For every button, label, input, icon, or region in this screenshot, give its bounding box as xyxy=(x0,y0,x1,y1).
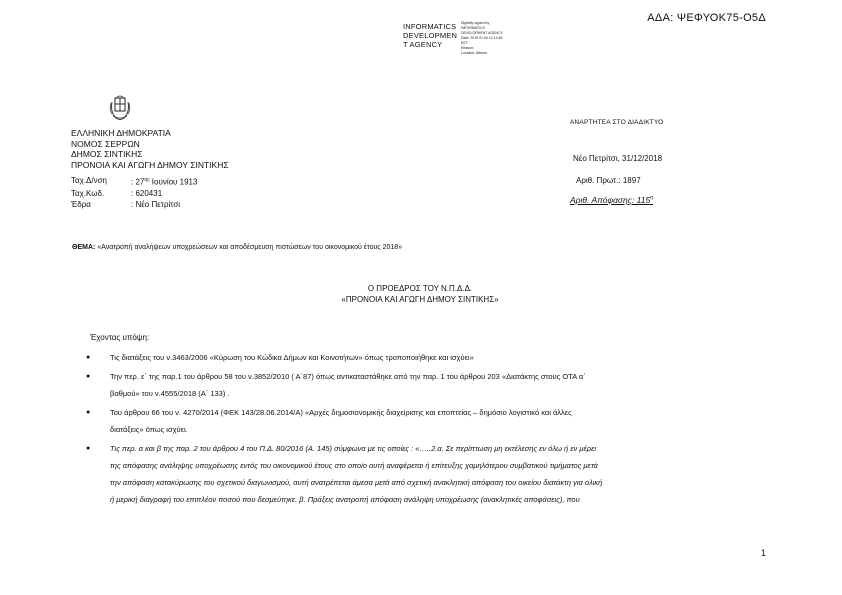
signature-detail-line: Reason: xyxy=(461,46,475,50)
list-item xyxy=(86,349,786,366)
list-item-line: της απόφασης ανάληψης υποχρέωσης εντός του οικονομικού έτους στο οποίο αυτή αναφέρεται ή επίτευξης χαμηλότερου συμβατικού τιμήματος μετά xyxy=(110,461,598,470)
address-value: : Νέο Πετρίτσι xyxy=(131,199,181,209)
bullet-icon: ● xyxy=(86,445,91,452)
document-date: Νέο Πετρίτσι, 31/12/2018 xyxy=(573,154,663,163)
signature-detail-line: INFORMATICS xyxy=(461,26,485,30)
list-item-line: βαθμού» του ν.4555/2018 (Α΄ 133) . xyxy=(110,389,230,398)
ada-code: ΑΔΑ: ΨΕΦΥΟΚ75-Ο5Δ xyxy=(647,12,766,24)
address-label: Έδρα xyxy=(71,199,91,209)
protocol-number: Αριθ. Πρωτ.: 1897 xyxy=(576,176,641,185)
signature-label xyxy=(403,22,457,49)
publish-note: ΑΝΑΡΤΗΤΕΑ ΣΤΟ ΔΙΑΔΙΚΤΥΟ xyxy=(570,119,664,126)
sender-line: ΠΡΟΝΟΙΑ ΚΑΙ ΑΓΩΓΗ ΔΗΜΟΥ ΣΙΝΤΙΚΗΣ xyxy=(71,159,229,170)
sender-line: ΔΗΜΟΣ ΣΙΝΤΙΚΗΣ xyxy=(71,149,143,159)
heading-line: Ο ΠΡΟΕΔΡΟΣ ΤΟΥ Ν.Π.Δ.Δ. xyxy=(367,284,473,293)
president-heading xyxy=(290,283,550,305)
address-row xyxy=(71,188,197,199)
list-item xyxy=(86,404,786,438)
signature-label-line: INFORMATICS xyxy=(403,22,457,31)
page-number: 1 xyxy=(760,548,766,558)
signature-detail-line: Date: 2019.01.04 12:14:48 xyxy=(461,36,503,40)
list-item-line: διατάξεις» όπως ισχύει. xyxy=(110,425,188,434)
address-row xyxy=(71,175,197,188)
list-item-line: Τις περ. α και β της παρ. 2 του άρθρου 4 του Π.Δ. 80/2016 (Α. 145) σύμφωνα με τις οποίες : «…..2.α. Σε περίπτωση μη εκτέλεσης εν όλω ή εν μέρει xyxy=(110,444,597,453)
subject-text: «Ανατροπή αναλήψεων υποχρεώσεων και αποδέσμευση πιστώσεων του οικονομικού έτους 2018» xyxy=(95,244,403,251)
subject-line xyxy=(72,244,402,251)
greek-emblem-icon xyxy=(107,92,133,122)
address-value: : $27^{\eta\varsigma}$ Ιουνίου 1913 xyxy=(131,177,198,187)
signature-detail-line: Location: Athens xyxy=(461,51,487,55)
bullet-icon: ● xyxy=(86,409,91,416)
sender-line: ΕΛΛΗΝΙΚΗ ΔΗΜΟΚΡΑΤΙΑ xyxy=(71,128,171,138)
signature-label-line: DEVELOPMEN xyxy=(403,31,458,40)
address-label: Ταχ.Κωδ. xyxy=(71,188,105,198)
signature-label-line: T AGENCY xyxy=(403,40,443,49)
bullet-icon: ● xyxy=(86,354,91,361)
list-item xyxy=(86,440,786,508)
list-item-line: Του άρθρου 66 του ν. 4270/2014 (ΦΕΚ 143/28.06.2014/Α) «Αρχές δημοσιονομικής διαχείρισης και εποπτείας – δημόσιο λογιστικό και άλλες xyxy=(110,408,572,417)
address-value: : 620431 xyxy=(131,188,163,198)
list-item-line: Την περ. ε΄ της παρ.1 του άρθρου 58 του ν.3852/2010 ( Α΄87) όπως αντικαταστάθηκε από την παρ. 1 του άρθρου 203 «Διατάκτης στους ΟΤΑ α΄ xyxy=(110,372,586,381)
address-label: Ταχ.Δ/νση xyxy=(71,176,108,185)
signature-detail-line: DEVELOPMENT AGENCY xyxy=(461,31,503,35)
list-item xyxy=(86,368,786,402)
heading-line: «ΠΡΟΝΟΙΑ ΚΑΙ ΑΓΩΓΗ ΔΗΜΟΥ ΣΙΝΤΙΚΗΣ» xyxy=(341,295,499,304)
bullet-icon: ● xyxy=(86,373,91,380)
signature-detail-line: EET xyxy=(461,41,468,45)
signature-details xyxy=(461,21,503,56)
list-item-line: την απόφαση κατακύρωσης του σχετικού διαγωνισμού, αυτή ανατρέπεται άμεσα μετά από σχετική ανακλητική απόφαση του οικείου διατάκτη για ολική xyxy=(110,478,603,487)
signature-detail-line: Digitally signed by xyxy=(461,21,490,25)
decision-number: Αριθ. Απόφασης: $115^\eta$ xyxy=(570,195,653,205)
subject-label: ΘΕΜΑ: xyxy=(72,244,96,251)
address-row xyxy=(71,199,197,210)
sender-block xyxy=(71,128,229,170)
list-item-line: ή μερική διαγραφή του επιπλέον ποσού που δεσμεύτηκε. β. Πράξεις ανατροπή απόφαση ανάληψη υποχρέωσης (ανακλητικές αποφάσεις), που xyxy=(110,495,580,504)
sender-line: ΝΟΜΟΣ ΣΕΡΡΩΝ xyxy=(71,138,140,149)
address-block xyxy=(71,175,197,210)
considerations-list xyxy=(86,349,786,510)
considerations-intro: Έχοντας υπόψη: xyxy=(90,333,150,342)
list-item-line: Τις διατάξεις του ν.3463/2006 «Κύρωση του Κώδικα Δήμων και Κοινοτήτων» όπως τροποποιήθηκε και ισχύει» xyxy=(110,353,474,362)
